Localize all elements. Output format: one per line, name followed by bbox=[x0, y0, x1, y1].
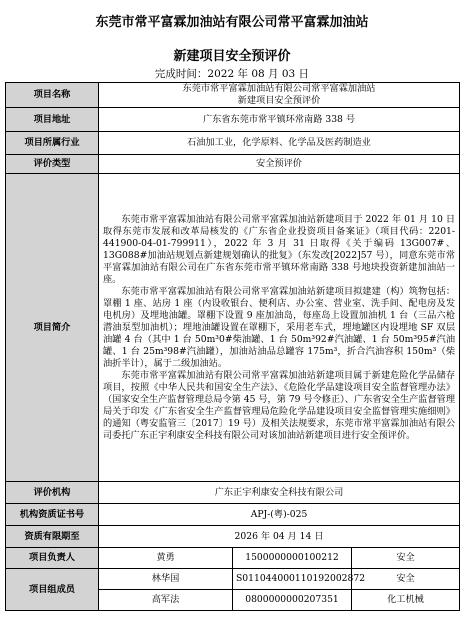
table-row bbox=[6, 83, 460, 108]
member-cert: 0800000000207351 bbox=[233, 590, 352, 611]
project-name-label: 项目名称 bbox=[6, 83, 99, 108]
project-intro-value bbox=[99, 174, 460, 482]
project-industry-label: 项目所属行业 bbox=[6, 132, 99, 155]
evaluation-org-label: 评价机构 bbox=[6, 482, 99, 504]
intro-paragraph-2: 东莞市常平富霖加油站有限公司常平富霖加油站新建项目拟建建（构）筑物包括：罩棚 1 座、站房 1 座（内设收银台、便利店、办公室、营业室、洗手间、配电房及发电机房）及埋地油罐。罩棚下设置 9 座加油岛，每座岛上设置加油机 1 台（三品六枪潜油泵型加油机）；埋地油罐设置在罩棚下，采用老车式，埋地罐区内设埋地 SF 双层油罐 4 台（其中 1 台 50m³0#柴油罐、1 台 50m³92#汽油罐、1 台 50m³95#汽油罐、1 台 25m³98#汽油罐），加油站油品总罐容 175m³，折合汽油容积 150m³（柴油折半计），属于二级加油站。 bbox=[103, 285, 456, 369]
member-cert: S011044000110192002872 bbox=[233, 569, 352, 590]
project-name-line-2: 新建项目安全预评价 bbox=[237, 95, 321, 106]
table-row bbox=[6, 174, 460, 482]
table-row bbox=[6, 504, 460, 526]
table-row bbox=[6, 526, 460, 548]
project-info-table bbox=[5, 82, 460, 611]
table-row bbox=[6, 132, 460, 155]
member-name: 高军法 bbox=[99, 590, 233, 611]
member-name: 林华国 bbox=[99, 569, 233, 590]
table-row bbox=[6, 155, 460, 174]
table-row bbox=[6, 482, 460, 504]
completion-date: 完成时间：2022 年 08 月 03 日 bbox=[154, 68, 310, 80]
validity-value: 2026 年 04 月 14 日 bbox=[99, 526, 460, 548]
project-address-value: 广东省东莞市常平镇环常南路 338 号 bbox=[99, 108, 460, 132]
table-row bbox=[6, 548, 460, 569]
leader-cert: 1500000000100212 bbox=[233, 548, 352, 569]
intro-paragraph-1: 东莞市常平富霖加油站有限公司常平富霖加油站新建项目于 2022 年 01 月 10 日取得东莞市发展和改革局核发的《广东省企业投资项目备案证》（项目代码：2201-441900-04-01-799911），2022 年 3 月 31 日取得《关于编码 13G007#、13G088#加油站规划点新建规划确认的批复》（东发改[2022]57 号），同意东莞市常平富霖加油站有限公司在广东省东莞市常平镇环常南路 338 号地块投资新建加油站一座。 bbox=[103, 213, 456, 285]
report-title-line-1: 东莞市常平富霖加油站有限公司常平富霖加油站 bbox=[95, 15, 369, 30]
project-industry-value: 石油加工业，化学原料、化学品及医药制造业 bbox=[99, 132, 460, 155]
table-row bbox=[6, 569, 460, 590]
member-field: 安全 bbox=[352, 569, 460, 590]
project-name-line-1: 东莞市常平富霖加油站有限公司常平富霖加油站 bbox=[182, 83, 376, 94]
leader-name: 黄勇 bbox=[99, 548, 233, 569]
report-title-line-2: 新建项目安全预评价 bbox=[173, 49, 291, 64]
validity-label: 资质有限期至 bbox=[6, 526, 99, 548]
leader-field: 安全 bbox=[352, 548, 460, 569]
evaluation-org-value: 广东正宇利康安全科技有限公司 bbox=[99, 482, 460, 504]
intro-paragraph-3: 东莞市常平富霖加油站有限公司常平富霖加油站新建项目属于新建危险化学品储存项目，按照《中华人民共和国安全生产法》、《危险化学品建设项目安全监督管理办法》（国家安全生产监督管理总局令第 45 号，第 79 号令修正）、广东省安全生产监督管理局关于印发《广东省安全生产监督管理局危险化学品建设项目安全监督管理实施细则》的通知（粤安监管三〔2017〕19 号）及相关法规要求，东莞市常平富霖加油站有限公司委托广东正宇利康安全科技有限公司对该加油站新建项目进行安全预评价。 bbox=[103, 369, 456, 441]
evaluation-type-value: 安全预评价 bbox=[99, 155, 460, 174]
evaluation-type-label: 评价类型 bbox=[6, 155, 99, 174]
member-field: 化工机械 bbox=[352, 590, 460, 611]
project-intro-label: 项目简介 bbox=[6, 174, 99, 482]
cert-number-value: APJ-(粤)-025 bbox=[99, 504, 460, 526]
team-members-label: 项目组成员 bbox=[6, 569, 99, 611]
project-name-value bbox=[99, 83, 460, 108]
table-row bbox=[6, 108, 460, 132]
project-address-label: 项目地址 bbox=[6, 108, 99, 132]
project-leader-label: 项目负责人 bbox=[6, 548, 99, 569]
cert-number-label: 机构资质证书号 bbox=[6, 504, 99, 526]
